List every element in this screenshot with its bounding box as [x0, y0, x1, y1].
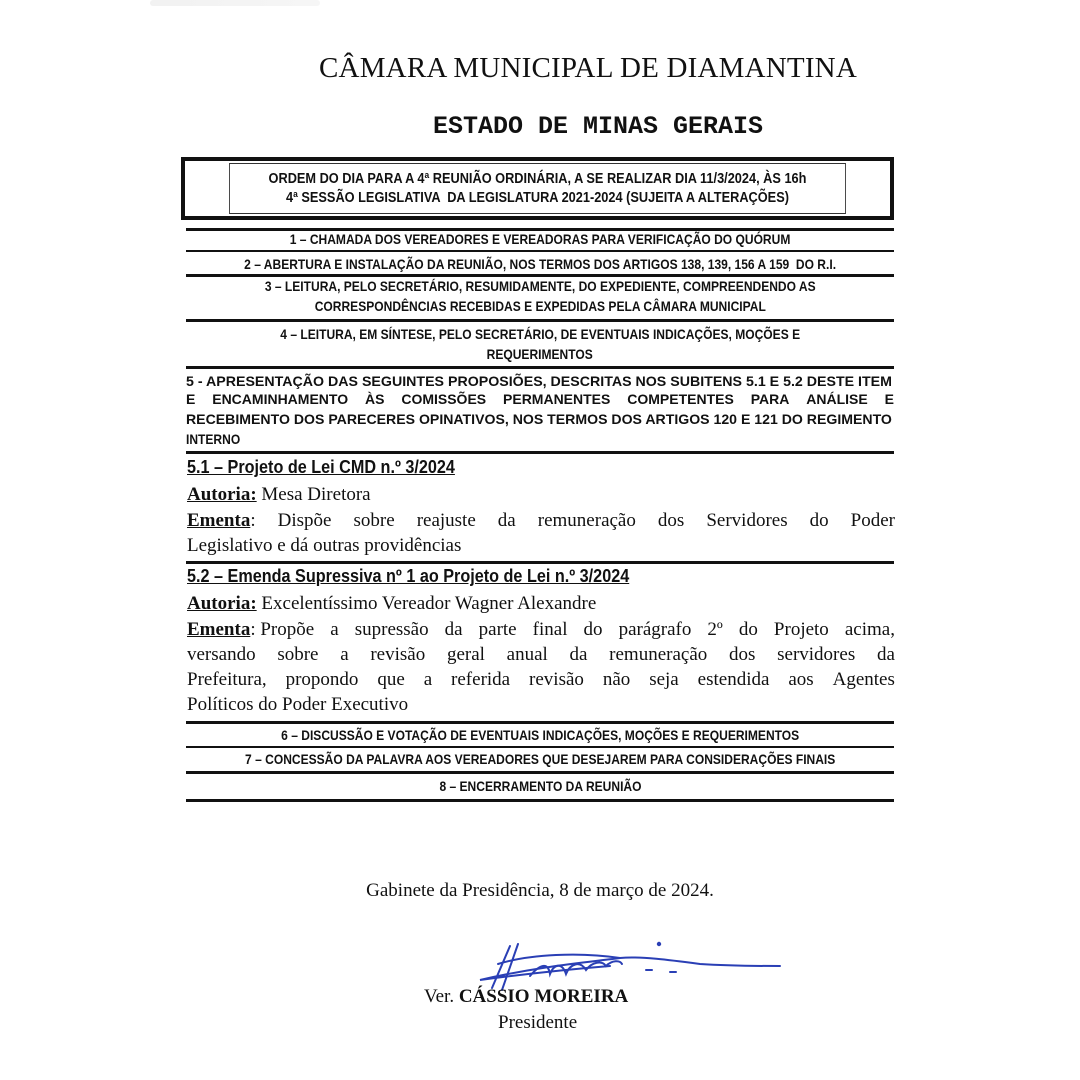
word: propondo: [285, 669, 359, 690]
word: E: [884, 391, 894, 407]
word: estendida: [697, 669, 770, 690]
ementa-word: reajuste: [416, 510, 476, 531]
autoria-value: Excelentíssimo Vereador Wagner Alexandre: [256, 593, 597, 614]
scan-artifact: [150, 0, 320, 6]
document-subtitle: ESTADO DE MINAS GERAIS: [432, 112, 764, 141]
word: parágrafo: [618, 619, 692, 640]
agenda-item-4: 4 – LEITURA, EM SÍNTESE, PELO SECRETÁRIO, DE EVENTUAIS INDICAÇÕES, MOÇÕES E: [280, 326, 800, 342]
agenda-item-5: 5 - APRESENTAÇÃO DAS SEGUINTES PROPOSIÕES, DESCRITAS NOS SUBITENS 5.1 E 5.2 DESTE ITEM: [186, 373, 892, 389]
word: que: [377, 669, 405, 690]
subitem-5-2-ementa: [187, 617, 895, 643]
word: PARA: [750, 391, 790, 407]
word: ANÁLISE: [806, 391, 868, 407]
word: da: [569, 644, 588, 665]
ementa-word: Servidores: [706, 510, 788, 531]
ementa-word: da: [497, 510, 516, 531]
divider: [186, 366, 894, 369]
word: não: [602, 669, 631, 690]
word: a: [423, 669, 433, 690]
agenda-header-line-1: ORDEM DO DIA PARA A 4ª REUNIÃO ORDINÁRIA, A SE REALIZAR DIA 11/3/2024, ÀS 16h: [268, 170, 807, 187]
agenda-item-4-cont: REQUERIMENTOS: [486, 346, 594, 362]
divider: [186, 250, 894, 252]
divider: [186, 721, 894, 724]
divider: [186, 771, 894, 774]
word: revisão: [529, 669, 584, 690]
agenda-item-6: 6 – DISCUSSÃO E VOTAÇÃO DE EVENTUAIS INDICAÇÕES, MOÇÕES E REQUERIMENTOS: [280, 727, 800, 743]
agenda-item-5-line-4: INTERNO: [186, 431, 241, 447]
place-and-date: Gabinete da Presidência, 8 de março de 2024.: [366, 880, 714, 901]
subitem-5-1-autoria: [187, 482, 895, 508]
autoria-label: Autoria:: [187, 593, 257, 614]
agenda-item-8: 8 – ENCERRAMENTO DA REUNIÃO: [438, 778, 642, 794]
word: ENCAMINHAMENTO: [212, 391, 349, 407]
word: final: [532, 619, 568, 640]
subitem-5-2-ementa-line-2: [187, 642, 895, 668]
signer-role: Presidente: [498, 1012, 578, 1033]
agenda-item-3-cont: CORRESPONDÊNCIAS RECEBIDAS E EXPEDIDAS PELA CÂMARA MUNICIPAL: [314, 298, 766, 314]
agenda-item-3: 3 – LEITURA, PELO SECRETÁRIO, RESUMIDAMENTE, DO EXPEDIENTE, COMPREENDENDO AS: [264, 278, 816, 294]
divider: [186, 746, 894, 748]
ementa-word: :: [250, 510, 256, 531]
word: dos: [729, 644, 756, 665]
subitem-5-1-ementa: [187, 508, 895, 534]
word: PERMANENTES: [503, 391, 611, 407]
word: seja: [649, 669, 679, 690]
ementa-label: Ementa: [187, 619, 251, 640]
divider: [186, 799, 894, 802]
agenda-item-5-line-3: RECEBIMENTO DOS PARECERES OPINATIVOS, NOS TERMOS DOS ARTIGOS 120 E 121 DO REGIMENTO: [186, 411, 892, 427]
ementa-word: remuneração: [537, 510, 636, 531]
ementa-label: Ementa: [187, 510, 251, 531]
word: Agentes: [832, 669, 895, 690]
word: revisão: [370, 644, 426, 665]
word: aos: [788, 669, 814, 690]
ementa-word: do: [809, 510, 829, 531]
word: a: [340, 644, 349, 665]
ementa-word: : Propõe: [250, 619, 315, 640]
divider: [186, 561, 894, 564]
agenda-header-line-2: 4ª SESSÃO LEGISLATIVA DA LEGISLATURA 2021-2024 (SUJEITA A ALTERAÇÕES): [286, 189, 789, 206]
ementa-word: dos: [657, 510, 685, 531]
word: da: [876, 644, 895, 665]
word: do: [583, 619, 603, 640]
agenda-item-2: 2 – ABERTURA E INSTALAÇÃO DA REUNIÃO, NOS TERMOS DOS ARTIGOS 138, 139, 156 A 159 DO R.I.: [244, 256, 836, 272]
ementa-word: sobre: [353, 510, 395, 531]
agenda-item-5-line-2: [186, 390, 894, 408]
subitem-5-2-autoria: [187, 591, 895, 617]
word: ÀS: [364, 391, 385, 407]
document-title: CÂMARA MUNICIPAL DE DIAMANTINA: [319, 52, 857, 84]
agenda-item-1: 1 – CHAMADA DOS VEREADORES E VEREADORAS PARA VERIFICAÇÃO DO QUÓRUM: [289, 231, 791, 247]
signer-name: Ver. CÁSSIO MOREIRA: [424, 986, 629, 1007]
word: anual: [506, 644, 548, 665]
word: E: [186, 391, 196, 407]
subitem-5-1-ementa-cont: Legislativo e dá outras providências: [187, 535, 462, 556]
word: remuneração: [609, 644, 708, 665]
word: COMISSÕES: [401, 391, 487, 407]
word: parte: [478, 619, 517, 640]
word: da: [444, 619, 463, 640]
agenda-item-7: 7 – CONCESSÃO DA PALAVRA AOS VEREADORES QUE DESEJAREM PARA CONSIDERAÇÕES FINAIS: [244, 751, 836, 767]
word: geral: [446, 644, 485, 665]
word: a: [330, 619, 339, 640]
word: Prefeitura,: [187, 669, 267, 690]
subitem-5-1-heading: 5.1 – Projeto de Lei CMD n.º 3/2024: [187, 457, 455, 477]
agenda-header-box: [181, 157, 894, 220]
subitem-5-2-ementa-line-3: [187, 667, 895, 693]
divider: [186, 319, 894, 322]
ementa-word: Poder: [850, 510, 895, 531]
word: Projeto: [773, 619, 829, 640]
word: sobre: [277, 644, 319, 665]
word: do: [738, 619, 758, 640]
word: COMPETENTES: [627, 391, 734, 407]
word: supressão: [354, 619, 429, 640]
word: acima,: [844, 619, 895, 640]
word: 2º: [707, 619, 723, 640]
word: servidores: [777, 644, 856, 665]
subitem-5-2-heading: 5.2 – Emenda Supressiva nº 1 ao Projeto de Lei n.º 3/2024: [187, 566, 630, 586]
ementa-word: Dispõe: [277, 510, 332, 531]
subitem-5-2-ementa-line-4: Políticos do Poder Executivo: [187, 694, 409, 715]
divider: [186, 451, 894, 454]
autoria-value: Mesa Diretora: [256, 484, 371, 505]
autoria-label: Autoria:: [187, 484, 257, 505]
word: referida: [451, 669, 511, 690]
word: versando: [187, 644, 256, 665]
